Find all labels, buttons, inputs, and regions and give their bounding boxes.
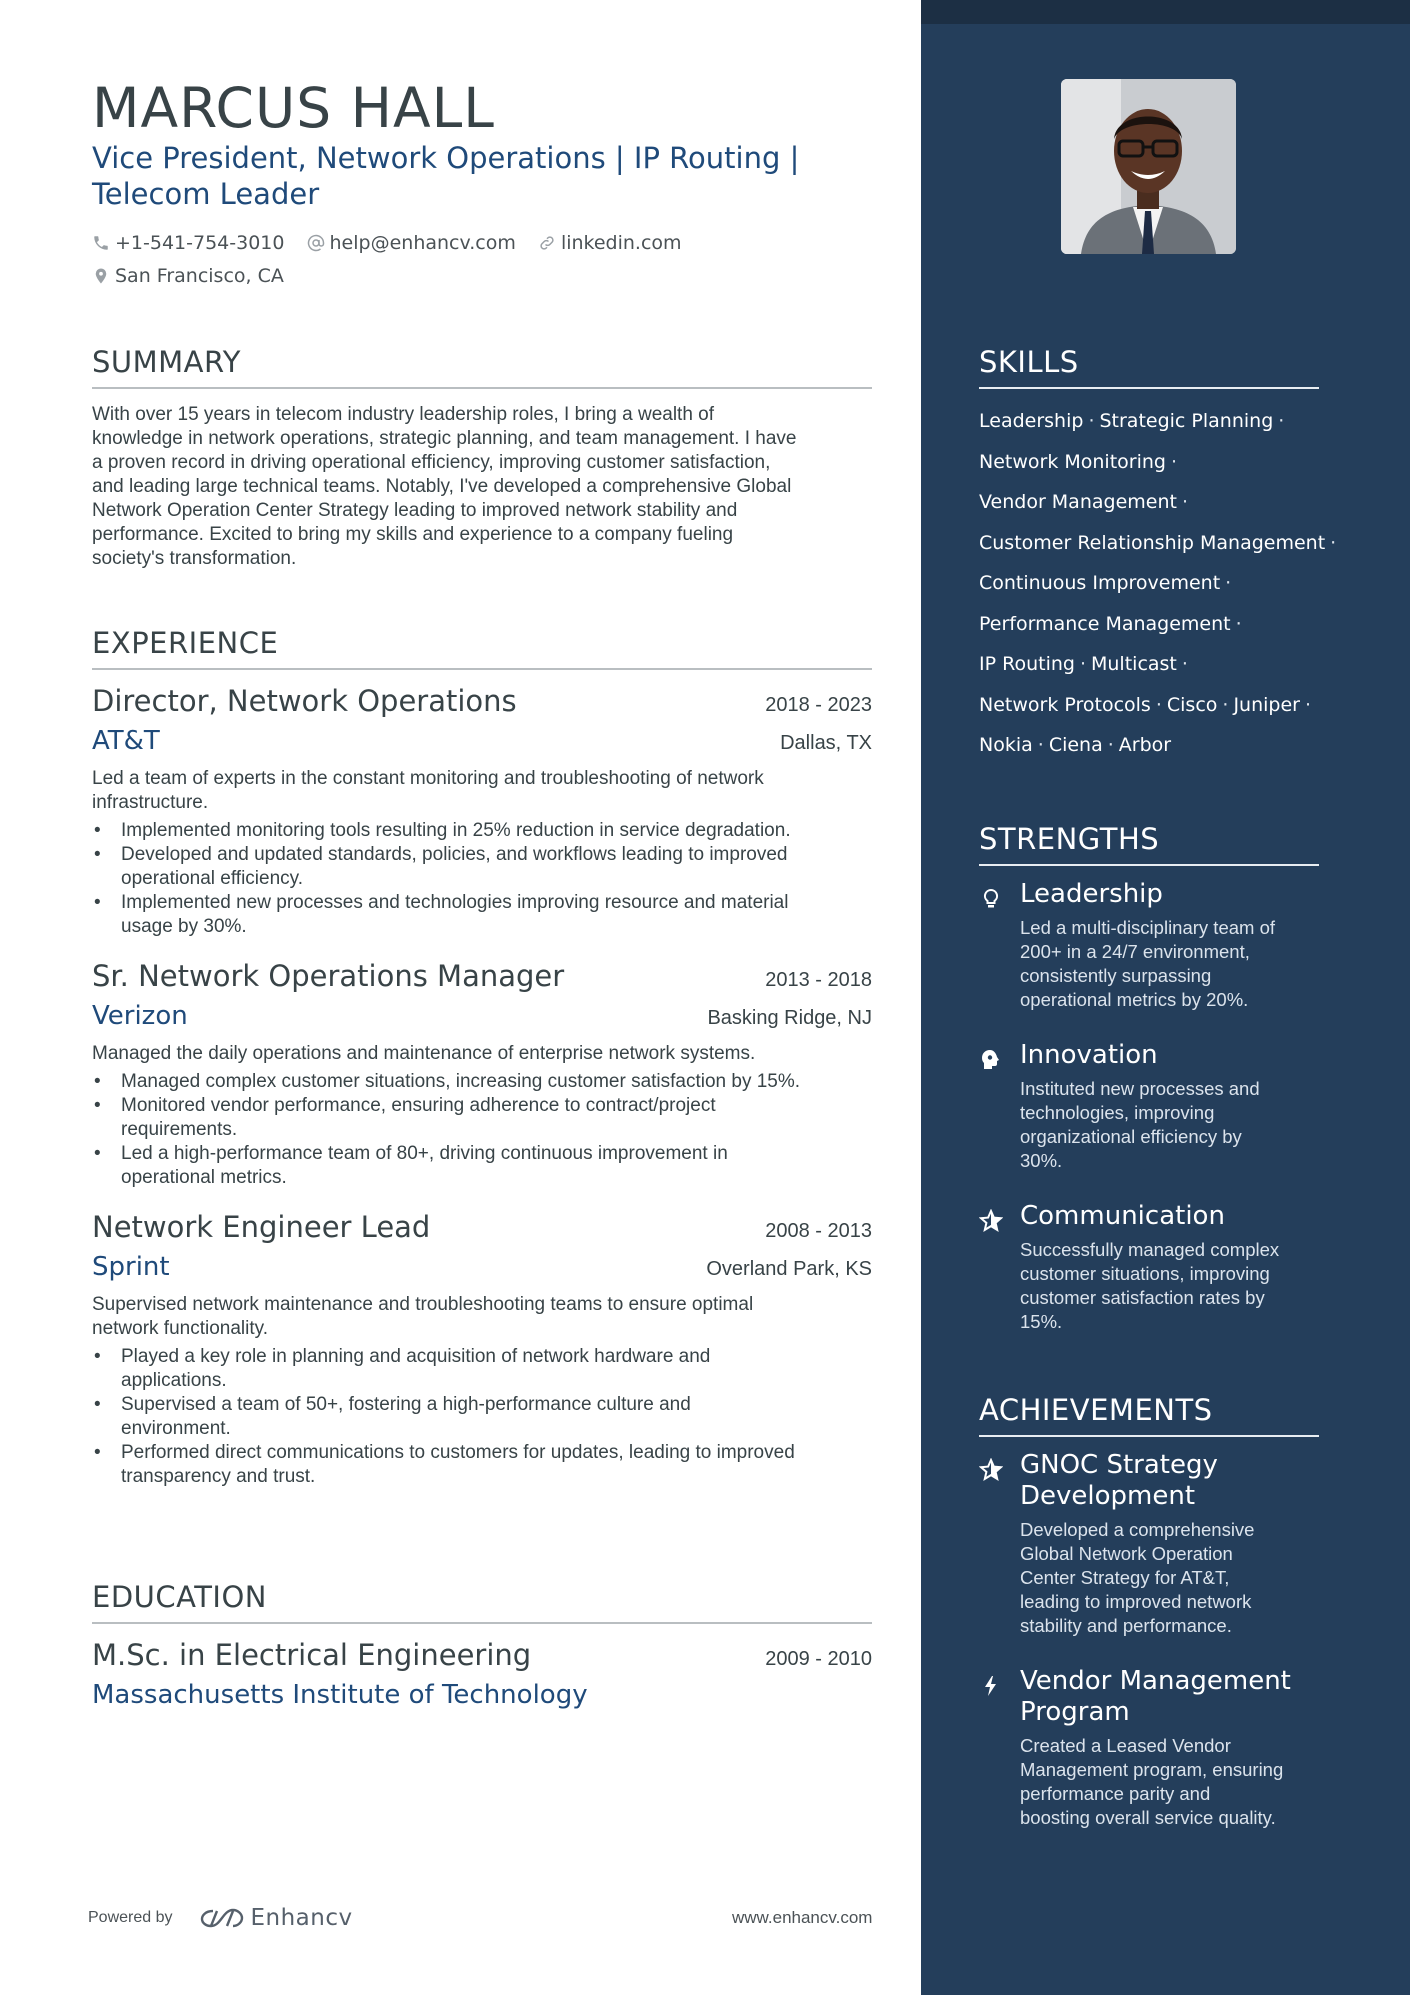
skill-separator: · — [1155, 693, 1162, 716]
contact-info — [92, 228, 872, 294]
job-bullets — [92, 1345, 872, 1489]
skill-separator: · — [1088, 410, 1095, 432]
linkedin-contact[interactable] — [538, 228, 682, 258]
job-dates: 2008 - 2013 — [765, 1220, 872, 1242]
resume-header — [92, 78, 872, 294]
sidebar — [921, 0, 1410, 1995]
location-contact — [92, 261, 284, 291]
job-description: Led a team of experts in the constant monitoring and troubleshooting of network infrastructure. — [92, 768, 764, 813]
footer-branding — [88, 1900, 353, 1936]
education-title: EDUCATION — [92, 1580, 872, 1624]
skill-separator: · — [1181, 653, 1188, 675]
skills-list — [979, 401, 1337, 766]
experience-section — [92, 626, 872, 1489]
headline: Vice President, Network Operations | IP Routing | Telecom Leader — [92, 141, 800, 211]
skills-line — [979, 725, 1319, 766]
skill-tag: Nokia — [979, 734, 1033, 756]
achievement-title: GNOC Strategy Development — [1020, 1450, 1218, 1511]
summary-text: With over 15 years in telecom industry leadership roles, I bring a wealth of knowledge in network operations, strategic planning, and team management. I have a proven record in driving operational efficiency, improving customer satisfaction, and leading large technical teams. Notably, I've developed a comprehensive Global Network Operation Center Strategy leading to improved network stability and performance. Excited to bring my skills and experience to a company fueling society's transformation. — [92, 404, 797, 569]
achievements-title: ACHIEVEMENTS — [979, 1393, 1319, 1437]
lightning-icon — [979, 1674, 1003, 1698]
summary-section — [92, 345, 872, 571]
enhancv-logo-icon — [199, 1906, 245, 1930]
strength-item — [979, 1040, 1319, 1173]
powered-by-text: Powered by — [88, 1909, 173, 1926]
skill-separator: · — [1235, 612, 1242, 635]
profile-photo — [1061, 79, 1236, 254]
email-text: help@enhancv.com — [329, 232, 516, 254]
job-location: Dallas, TX — [780, 732, 872, 754]
list-item: • Implemented monitoring tools resulting in 25% reduction in service degradation. — [92, 819, 872, 843]
strength-title: Leadership — [1020, 879, 1163, 909]
company-name: Sprint — [92, 1252, 170, 1282]
head-gear-icon — [979, 1048, 1003, 1072]
list-item: • Implemented new processes and technologies improving resource and material usage by 30%. — [92, 891, 872, 939]
job-entry — [92, 1208, 872, 1489]
job-bullets — [92, 819, 872, 939]
skill-tag: Multicast — [1091, 653, 1177, 675]
job-location: Overland Park, KS — [706, 1258, 872, 1280]
strengths-section — [979, 822, 1319, 1334]
skill-tag: Continuous Improvement — [979, 572, 1221, 594]
experience-title: EXPERIENCE — [92, 626, 872, 670]
summary-title: SUMMARY — [92, 345, 872, 389]
skill-separator: · — [1170, 450, 1178, 473]
skills-line — [979, 644, 1319, 685]
skill-tag: Network Protocols — [979, 693, 1151, 716]
job-title: Sr. Network Operations Manager — [92, 959, 565, 993]
achievement-title: Vendor Management Program — [1020, 1666, 1291, 1727]
skill-tag: Arbor — [1118, 734, 1172, 756]
company-name: Verizon — [92, 1001, 188, 1031]
strength-desc: Successfully managed complex customer situations, improving customer satisfaction rates by 15%. — [1020, 1239, 1280, 1332]
strength-item — [979, 1201, 1319, 1334]
achievement-item — [979, 1666, 1319, 1830]
skills-line — [979, 563, 1319, 604]
star-icon — [979, 1209, 1003, 1233]
lightbulb-icon — [979, 887, 1003, 911]
skill-separator: · — [1225, 572, 1232, 594]
list-item: • Monitored vendor performance, ensuring adherence to contract/project requirements. — [92, 1094, 872, 1142]
job-dates: 2018 - 2023 — [765, 694, 872, 716]
list-item: • Developed and updated standards, policies, and workflows leading to improved operational efficiency. — [92, 843, 872, 891]
skills-line — [979, 604, 1319, 645]
strength-desc: Led a multi-disciplinary team of 200+ in a 24/7 environment, consistently surpassing operational metrics by 20%. — [1020, 917, 1275, 1010]
achievement-item — [979, 1450, 1319, 1638]
skill-tag: Ciena — [1048, 734, 1103, 756]
job-location: Basking Ridge, NJ — [707, 1007, 872, 1029]
skill-tag: Network Monitoring — [979, 450, 1166, 473]
skill-tag: Strategic Planning — [1099, 410, 1274, 432]
website-link[interactable]: www.enhancv.com — [732, 1908, 873, 1927]
skill-separator: · — [1037, 734, 1044, 756]
job-description: Managed the daily operations and maintenance of enterprise network systems. — [92, 1043, 756, 1064]
job-entry — [92, 957, 872, 1190]
education-section — [92, 1580, 872, 1713]
skill-separator: · — [1107, 734, 1114, 756]
skills-line — [979, 401, 1319, 442]
skill-separator: · — [1330, 531, 1337, 554]
skill-tag: Juniper — [1233, 693, 1300, 716]
link-icon — [538, 234, 556, 252]
school-name: Massachusetts Institute of Technology — [92, 1680, 588, 1710]
list-item: • Played a key role in planning and acquisition of network hardware and applications. — [92, 1345, 872, 1393]
enhancv-brand: Enhancv — [250, 1905, 353, 1931]
skills-title: SKILLS — [979, 345, 1319, 389]
achievement-desc: Developed a comprehensive Global Network Operation Center Strategy for AT&T, leading to improved network stability and performance. — [1020, 1519, 1255, 1636]
skill-tag: Vendor Management — [979, 491, 1177, 513]
at-sign-icon — [307, 234, 325, 252]
education-dates: 2009 - 2010 — [765, 1648, 872, 1670]
phone-icon — [92, 234, 110, 252]
star-icon — [979, 1458, 1003, 1482]
skill-tag: Leadership — [979, 410, 1084, 432]
job-title: Director, Network Operations — [92, 684, 517, 718]
skill-separator: · — [1278, 410, 1285, 432]
degree: M.Sc. in Electrical Engineering — [92, 1638, 532, 1672]
strength-item — [979, 879, 1319, 1012]
skill-separator: · — [1181, 491, 1188, 513]
skill-tag: IP Routing — [979, 653, 1075, 675]
email-contact[interactable] — [307, 228, 516, 258]
strength-title: Communication — [1020, 1201, 1225, 1231]
phone-text: +1-541-754-3010 — [115, 232, 285, 254]
job-title: Network Engineer Lead — [92, 1210, 431, 1244]
skill-tag: Performance Management — [979, 612, 1231, 635]
phone-contact[interactable] — [92, 228, 284, 258]
strength-desc: Instituted new processes and technologies, improving organizational efficiency by 30%. — [1020, 1078, 1260, 1171]
company-name: AT&T — [92, 726, 160, 756]
list-item: • Performed direct communications to customers for updates, leading to improved transparency and trust. — [92, 1441, 872, 1489]
skills-line — [979, 685, 1319, 726]
location-text: San Francisco, CA — [115, 265, 284, 287]
candidate-name: MARCUS HALL — [92, 76, 495, 140]
skills-section — [979, 345, 1337, 766]
linkedin-text: linkedin.com — [560, 232, 682, 254]
job-dates: 2013 - 2018 — [765, 969, 872, 991]
strengths-title: STRENGTHS — [979, 822, 1319, 866]
skill-separator: · — [1222, 693, 1229, 716]
strength-title: Innovation — [1020, 1040, 1158, 1070]
skill-separator: · — [1304, 693, 1312, 716]
skills-line — [979, 482, 1319, 523]
skill-tag: Cisco — [1166, 693, 1218, 716]
skill-separator: · — [1079, 653, 1086, 675]
sidebar-top-bar — [921, 0, 1410, 24]
education-entry — [92, 1636, 872, 1713]
skills-line — [979, 442, 1319, 483]
job-bullets — [92, 1070, 872, 1190]
job-description: Supervised network maintenance and troubleshooting teams to ensure optimal network functionality. — [92, 1294, 754, 1339]
footer-website — [732, 1900, 872, 1936]
skill-tag: Customer Relationship Management — [979, 531, 1326, 554]
list-item: • Supervised a team of 50+, fostering a high-performance culture and environment. — [92, 1393, 872, 1441]
location-pin-icon — [92, 267, 110, 285]
list-item: • Led a high-performance team of 80+, driving continuous improvement in operational metrics. — [92, 1142, 872, 1190]
achievement-desc: Created a Leased Vendor Management program, ensuring performance parity and boosting overall service quality. — [1020, 1735, 1284, 1828]
skills-line — [979, 523, 1337, 564]
achievements-section — [979, 1393, 1319, 1830]
job-entry — [92, 682, 872, 939]
list-item: • Managed complex customer situations, increasing customer satisfaction by 15%. — [92, 1070, 872, 1094]
